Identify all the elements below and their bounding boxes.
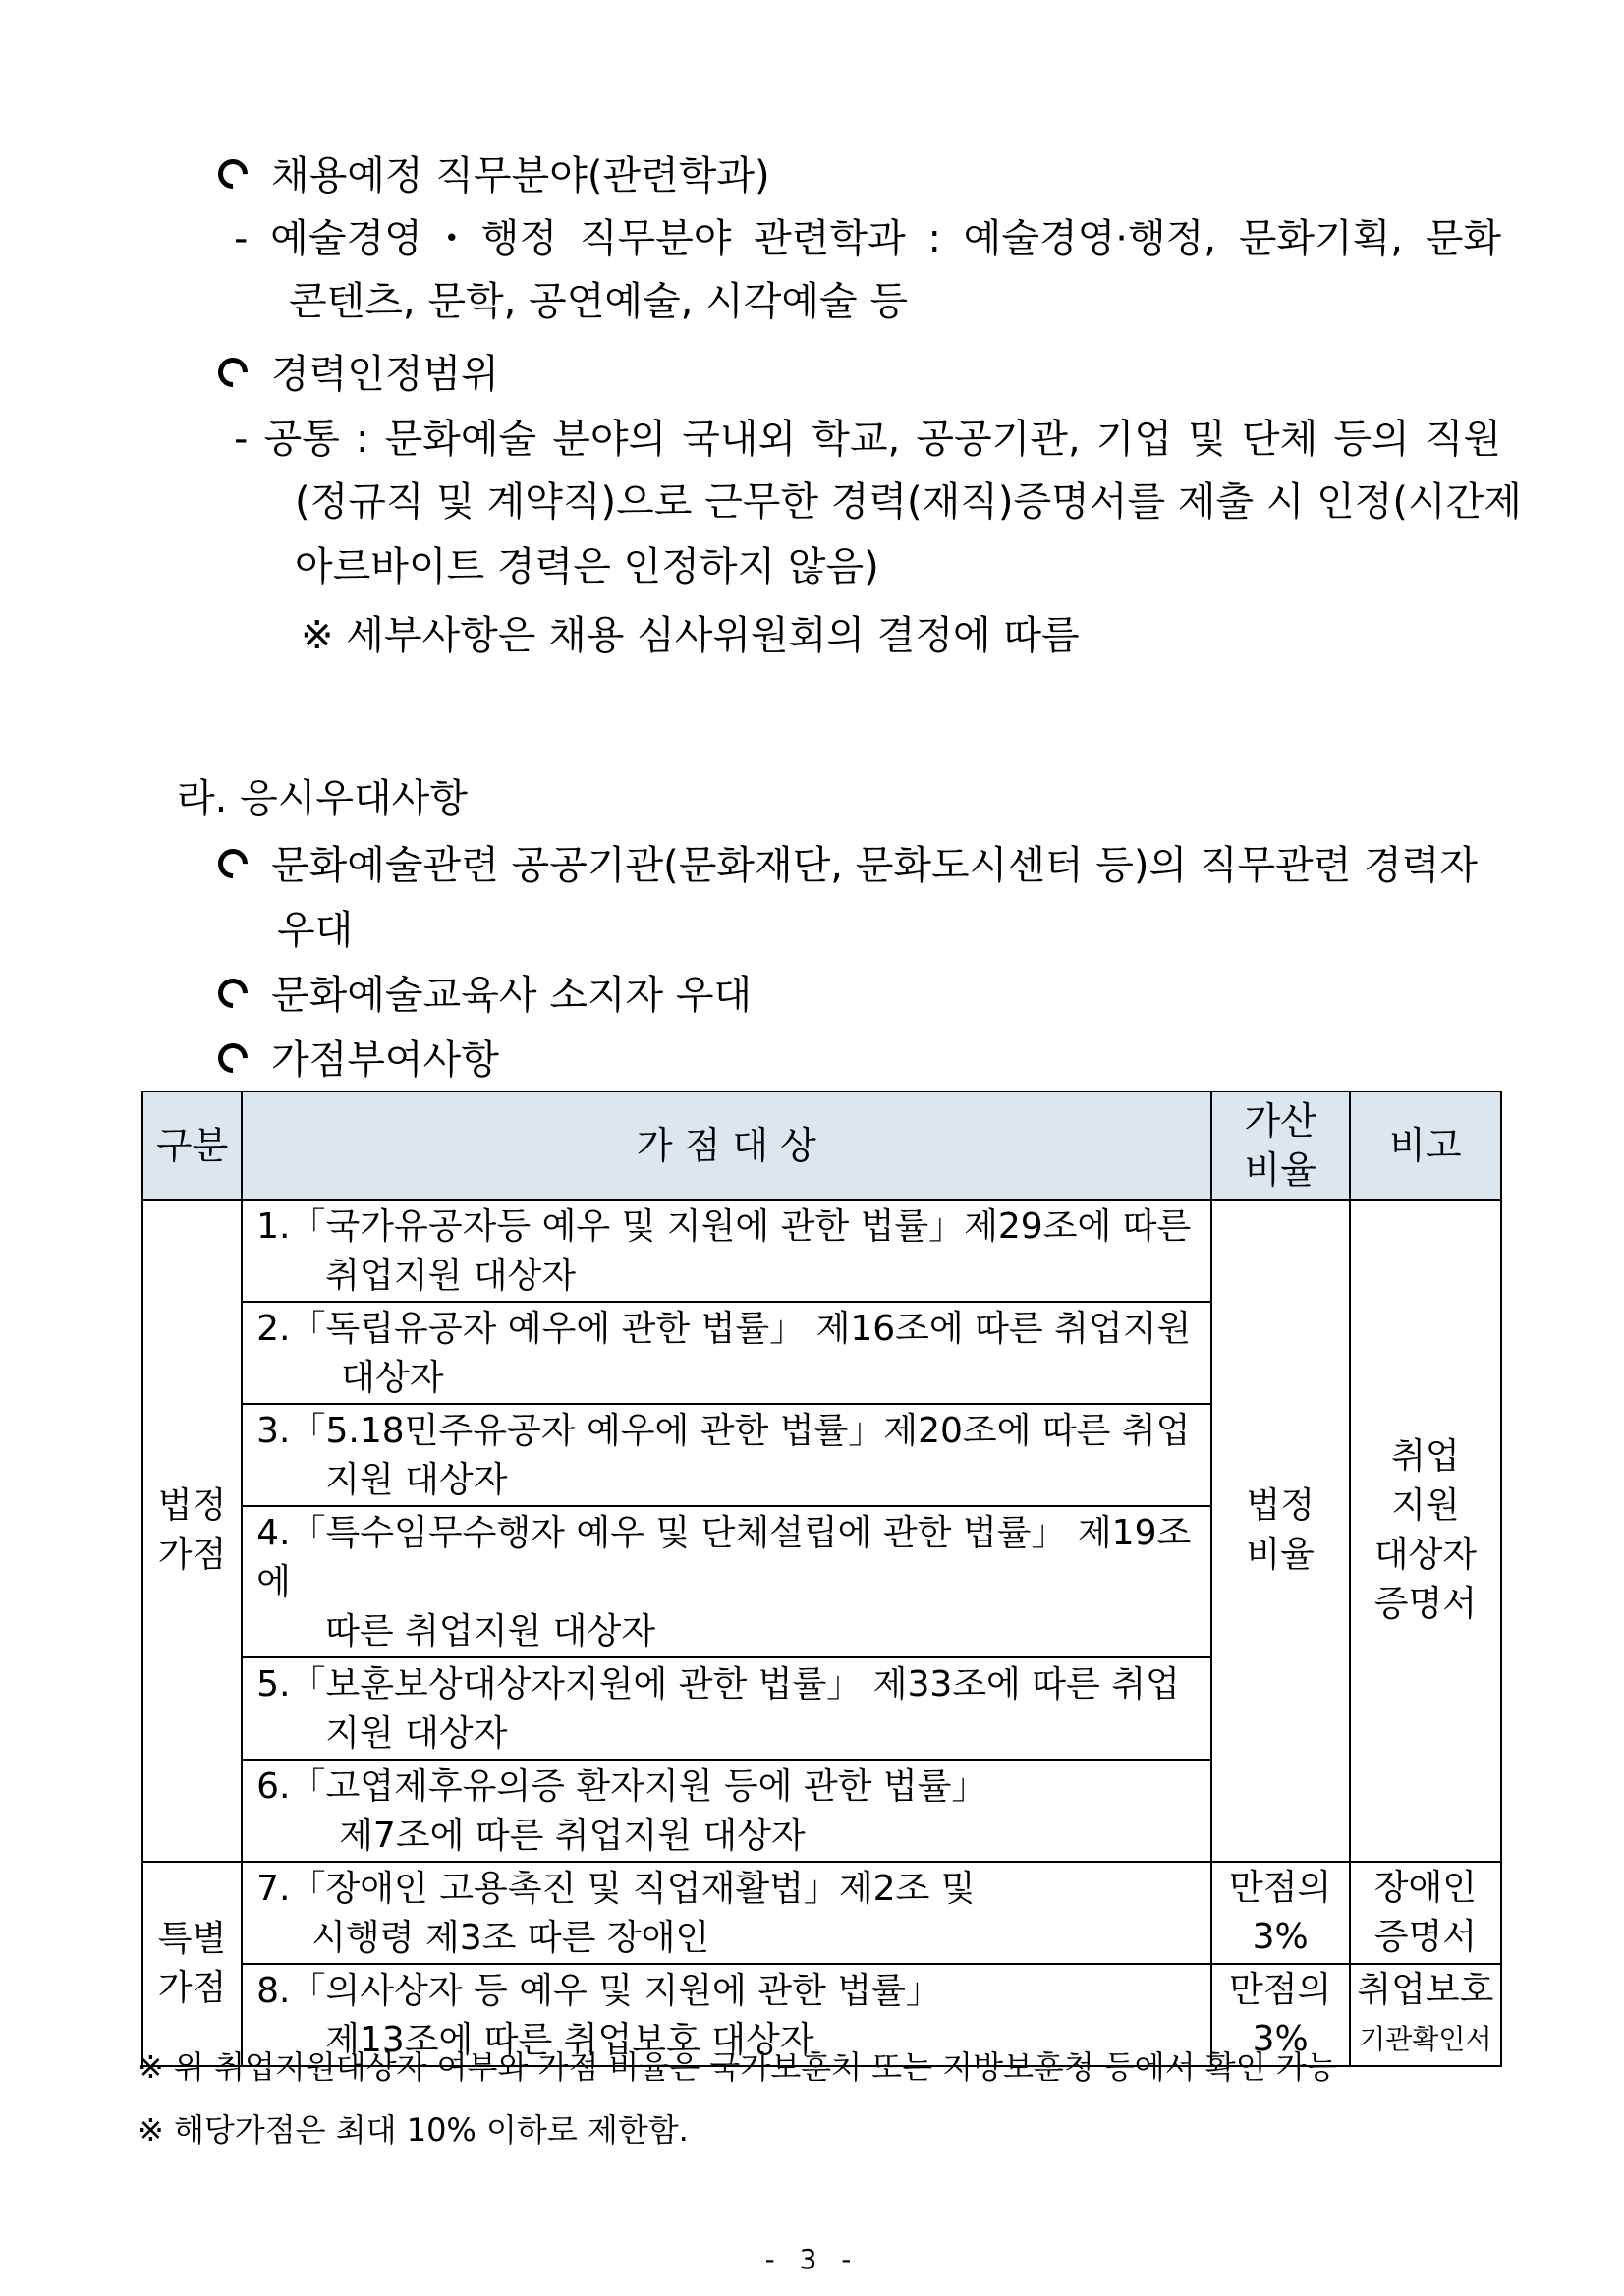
- special-item-8-line-1: 8.「의사상자 등 예우 및 지원에 관한 법률」: [256, 1971, 941, 2011]
- circle-bullet-icon: [212, 973, 253, 1014]
- footnote-1: ※ 위 취업지원대상자 여부와 가점 비율은 국가보훈처 또는 지방보훈청 등에서 확인 가능: [138, 2048, 1337, 2086]
- special-note-8-line-2: 기관확인서: [1359, 2023, 1492, 2055]
- legal-item-2-line-1: 2.「독립유공자 예우에 관한 법률」 제16조에 따른 취업지원: [256, 1309, 1192, 1349]
- special-category-cell: [142, 1862, 242, 2066]
- header-rate-line-2: 비율: [1244, 1148, 1316, 1192]
- legal-item-6: [242, 1760, 1210, 1862]
- circle-bullet-icon: [212, 1037, 253, 1079]
- special-note-8: [1350, 1964, 1501, 2066]
- special-rate-8-line-2: 3%: [1252, 2019, 1309, 2059]
- special-item-7-line-2: 시행령 제3조 따른 장애인: [311, 1918, 710, 1958]
- bonus-points-table: [141, 1091, 1502, 2067]
- special-note-7-line-1: 장애인: [1373, 1868, 1478, 1908]
- field-title: 채용예정 직무분야(관련학과): [271, 153, 770, 198]
- legal-item-6-line-1: 6.「고엽제후유의증 환자지원 등에 관한 법률」: [256, 1766, 987, 1807]
- table-header-row: [142, 1092, 1501, 1200]
- legal-item-4-line-2: 따른 취업지원 대상자: [325, 1611, 656, 1652]
- legal-item-1: [242, 1200, 1210, 1302]
- circle-bullet-icon: [212, 153, 253, 195]
- table-row: [142, 1862, 1501, 1964]
- field-line-2: 콘텐츠, 문학, 공연예술, 시각예술 등: [289, 279, 908, 324]
- special-rate-8-line-1: 만점의: [1229, 1970, 1332, 2010]
- legal-note-line-2: 지원: [1391, 1485, 1460, 1526]
- pref-item-2: [218, 971, 752, 1020]
- legal-item-5-line-1: 5.「보훈보상대상자지원에 관한 법률」 제33조에 따른 취업: [256, 1664, 1180, 1705]
- legal-item-1-line-2: 취업지원 대상자: [325, 1256, 577, 1296]
- legal-note-line-3: 대상자: [1373, 1535, 1478, 1575]
- table-row: [142, 1200, 1501, 1302]
- legal-category-line-1: 법정: [157, 1485, 227, 1526]
- header-rate: [1211, 1092, 1350, 1200]
- header-note: 비고: [1350, 1092, 1501, 1200]
- section-heading: 라. 응시우대사항: [177, 776, 468, 821]
- pref-item-1-line-2: 우대: [277, 908, 354, 953]
- header-target: 가 점 대 상: [242, 1092, 1210, 1200]
- field-title-line: [218, 151, 770, 200]
- legal-item-3-line-1: 3.「5.18민주유공자 예우에 관한 법률」제20조에 따른 취업: [256, 1411, 1191, 1451]
- legal-item-6-line-2: 제7조에 따른 취업지원 대상자: [339, 1816, 806, 1856]
- legal-rate-line-2: 비율: [1246, 1535, 1315, 1575]
- special-item-7-line-1: 7.「장애인 고용촉진 및 직업재활법」제2조 및: [256, 1869, 976, 1909]
- special-rate-7-line-2: 3%: [1252, 1917, 1309, 1957]
- career-note: ※ 세부사항은 채용 심사위원회의 결정에 따름: [301, 613, 1080, 658]
- career-title: 경력인정범위: [271, 352, 499, 397]
- pref-item-2-text: 문화예술교육사 소지자 우대: [271, 973, 753, 1018]
- circle-bullet-icon: [212, 843, 253, 884]
- legal-rate-line-1: 법정: [1246, 1485, 1315, 1526]
- special-note-8-line-1: 취업보호: [1357, 1970, 1494, 2010]
- legal-item-3-line-2: 지원 대상자: [325, 1460, 508, 1500]
- field-line-1: - 예술경영・행정 직무분야 관련학과 : 예술경영·행정, 문화기획, 문화: [234, 216, 1501, 261]
- legal-category-line-2: 가점: [157, 1535, 227, 1575]
- career-title-line: [218, 350, 499, 399]
- legal-rate-cell: [1211, 1200, 1350, 1862]
- legal-item-2: [242, 1302, 1210, 1404]
- footnote-2: ※ 해당가점은 최대 10% 이하로 제한함.: [138, 2111, 689, 2149]
- legal-item-5: [242, 1657, 1210, 1760]
- pref-item-3-text: 가점부여사항: [271, 1037, 499, 1083]
- pref-item-3: [218, 1036, 499, 1085]
- legal-item-1-line-1: 1.「국가유공자등 예우 및 지원에 관한 법률」제29조에 따른: [256, 1206, 1192, 1247]
- special-item-8-line-2: 제13조에 따른 취업보호 대상자: [325, 2020, 814, 2060]
- special-rate-7-line-1: 만점의: [1229, 1868, 1332, 1908]
- header-rate-line-1: 가산: [1244, 1099, 1316, 1143]
- legal-note-cell: [1350, 1200, 1501, 1862]
- legal-item-2-line-2: 대상자: [341, 1358, 444, 1398]
- legal-item-4: [242, 1506, 1210, 1657]
- career-line-2: (정규직 및 계약직)으로 근무한 경력(재직)증명서를 제출 시 인정(시간제: [295, 479, 1522, 525]
- special-note-7: [1350, 1862, 1501, 1964]
- legal-item-4-line-1: 4.「특수임무수행자 예우 및 단체설립에 관한 법률」 제19조에: [256, 1513, 1192, 1602]
- legal-note-line-1: 취업: [1391, 1436, 1460, 1477]
- header-category: 구분: [142, 1092, 242, 1200]
- pref-item-1-line-1: 문화예술관련 공공기관(문화재단, 문화도시센터 등)의 직무관련 경력자: [271, 843, 1479, 888]
- legal-item-5-line-2: 지원 대상자: [325, 1713, 508, 1754]
- career-line-3: 아르바이트 경력은 인정하지 않음): [295, 544, 879, 589]
- page-number: - 3 -: [764, 2243, 860, 2275]
- special-item-7: [242, 1862, 1210, 1964]
- legal-item-3: [242, 1404, 1210, 1506]
- special-note-7-line-2: 증명서: [1373, 1917, 1478, 1957]
- career-line-1: - 공통 : 문화예술 분야의 국내외 학교, 공공기관, 기업 및 단체 등의 직원: [234, 417, 1501, 462]
- circle-bullet-icon: [212, 352, 253, 393]
- pref-item-1: [218, 841, 1501, 890]
- special-category-line-1: 특별: [157, 1919, 227, 1959]
- special-category-line-2: 가점: [157, 1968, 227, 2008]
- legal-note-line-4: 증명서: [1373, 1584, 1478, 1624]
- legal-category-cell: [142, 1200, 242, 1862]
- special-rate-7: [1211, 1862, 1350, 1964]
